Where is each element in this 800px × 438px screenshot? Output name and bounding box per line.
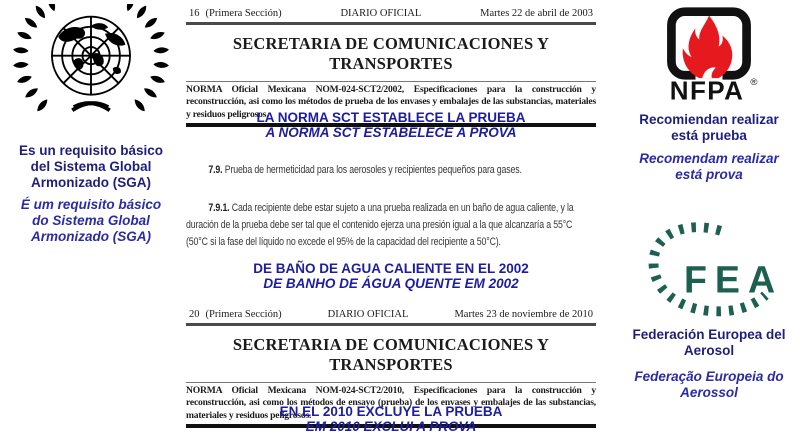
un-caption-portuguese (0, 197, 182, 245)
nfpa-flame-icon (656, 4, 762, 108)
laurel-right (125, 4, 169, 113)
caption-line: Federação Europeia do (634, 369, 784, 384)
caption-line: Aerossol (680, 384, 738, 400)
annotation-line-es: DE BAÑO DE AGUA CALIENTE EN EL 2002 (253, 261, 529, 276)
annotation-line-pt: EM 2010 EXCLUI A PROVA (305, 419, 477, 435)
gazette-header (186, 8, 596, 19)
annotation-bano-agua (186, 261, 596, 291)
gazette-page-section (189, 309, 282, 320)
clause-7-9 (186, 162, 596, 179)
gazette-date: Martes 23 de noviembre de 2010 (454, 309, 593, 320)
annotation-line-es: LA NORMA SCT ESTABLECE LA PRUEBA (256, 110, 526, 125)
fea-spray-icon (633, 220, 785, 323)
annotation-line-pt: A NORMA SCT ESTABELECE A PROVA (265, 125, 517, 141)
fea-wordmark: FEA (683, 258, 784, 301)
nfpa-wordmark: NFPA (669, 75, 745, 106)
page-number: 16 (189, 8, 200, 19)
un-emblem-icon (13, 4, 169, 126)
section-label: (Primera Sección) (205, 8, 282, 19)
fea-caption-spanish (618, 327, 800, 359)
un-caption-spanish (0, 143, 182, 191)
clause-text: Cada recipiente debe estar sujeto a una prueba realizada en un baño de agua caliente, y la duración de la prueba debe ser tal que el contenido ejerza una presión igual a la que alcanzaría a 55°C (50°C si la fase del líquido no excede el 95% de la capacidad del recipiente a 50°C). (186, 202, 574, 249)
annotation-line-pt: DE BANHO DE ÁGUA QUENTE EM 2002 (263, 276, 519, 292)
norma-synopsis: NORMA Oficial Mexicana NOM-024-SCT2/2002, Especificaciones para la construcción y reconstrucción, asi como los métodos de prueba de los envases y embalajes de las substancias, materiales y residuos peligrosos. (186, 84, 596, 120)
laurel-stems (72, 103, 109, 110)
gazette-date: Martes 22 de abril de 2003 (480, 8, 593, 19)
annotation-line-es: EN EL 2010 EXCLUYE LA PRUEBA (279, 404, 503, 419)
clause-7-9-1 (186, 200, 596, 251)
gazette-title: SECRETARIA DE COMUNICACIONES Y TRANSPORTES (232, 335, 550, 374)
left-panel (0, 0, 182, 438)
fea-logo (618, 220, 800, 328)
thin-rule (186, 382, 596, 383)
caption-line: Federación Europea del (632, 327, 786, 342)
nfpa-logo (618, 4, 800, 113)
page-number: 20 (189, 309, 200, 320)
caption-line: del Sistema Global (30, 158, 152, 174)
un-globe (52, 17, 130, 95)
caption-line: Armonizado (SGA) (31, 174, 151, 190)
caption-line: Recomendam realizar (639, 151, 779, 166)
caption-line: Armonizado (SGA) (31, 228, 151, 244)
thin-rule (186, 81, 596, 82)
nfpa-caption-portuguese (618, 151, 800, 183)
caption-line: Recomiendan realizar (639, 112, 779, 127)
clause-number: 7.9.1. (208, 202, 230, 214)
annotation-excluye (186, 404, 596, 434)
clause-text: Prueba de hermeticidad para los aerosoles y recipientes pequeños para gases. (222, 164, 522, 176)
registered-mark: ® (750, 76, 758, 88)
caption-line: Aerosol (683, 342, 735, 358)
caption-line: É um requisito básico (20, 197, 162, 212)
gazette-header (186, 309, 596, 320)
gazette-panel (186, 0, 596, 438)
caption-line: Es un requisito básico (18, 143, 164, 158)
section-label: (Primera Sección) (205, 309, 282, 320)
norma-synopsis: NORMA Oficial Mexicana NOM-024-SCT2/2010, Especificaciones para la construcción y reconstrucción, asi como los métodos de ensayo (prueba) de los envases y embalajes de las substancias, materiales y residuos peligrosos. (186, 385, 596, 421)
masthead: DIARIO OFICIAL (327, 309, 409, 320)
laurel-left (13, 4, 57, 113)
annotation-establece (186, 110, 596, 140)
right-panel (618, 0, 800, 438)
fea-caption-portuguese (618, 369, 800, 401)
caption-line: está prueba (671, 127, 747, 143)
masthead: DIARIO OFICIAL (340, 8, 422, 19)
header-rule (186, 22, 596, 25)
gazette-page-section (189, 8, 282, 19)
caption-line: do Sistema Global (32, 212, 150, 228)
caption-line: está prova (675, 166, 743, 182)
nfpa-caption-spanish (618, 112, 800, 144)
gazette-title: SECRETARIA DE COMUNICACIONES Y TRANSPORTES (232, 34, 550, 73)
clause-number: 7.9. (208, 164, 223, 176)
header-rule (186, 323, 596, 326)
